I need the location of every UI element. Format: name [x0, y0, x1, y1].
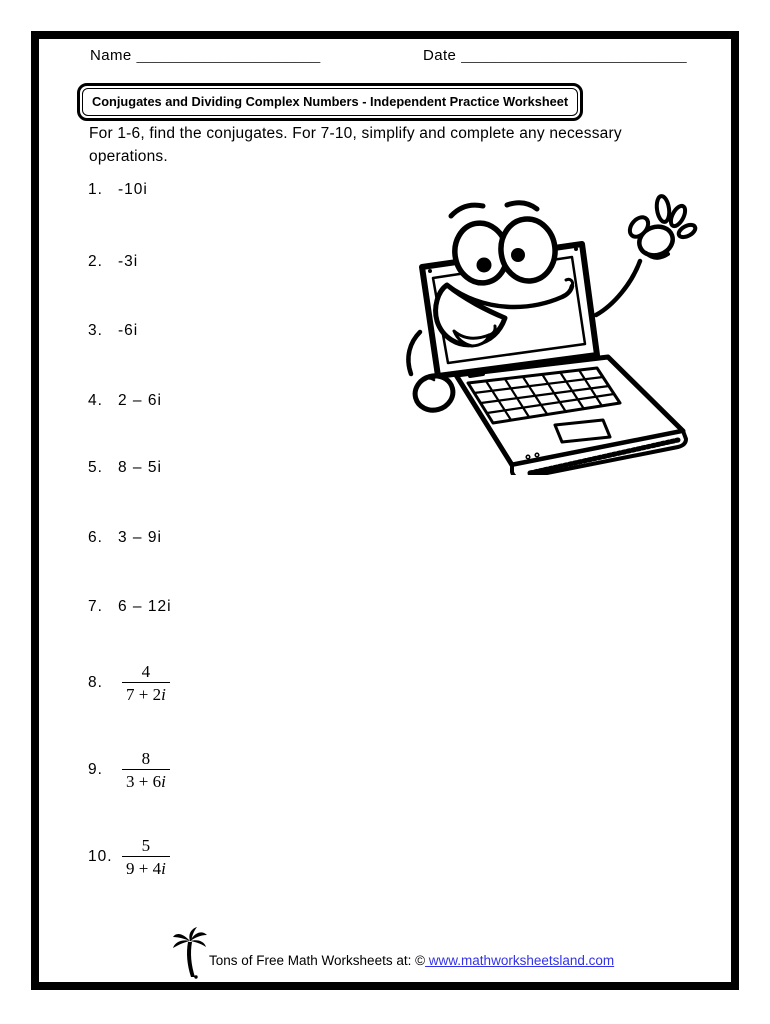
problem-number: 5. [88, 459, 103, 476]
page-title: Conjugates and Dividing Complex Numbers - Independent Practice Worksheet [92, 94, 569, 109]
problem-expression: 8 – 5i [118, 459, 162, 476]
date-blank-line: ___________________________ [461, 47, 687, 64]
denominator-text: 3 + 6 [126, 772, 162, 792]
problem-number: 1. [88, 181, 103, 198]
problem-expression: -6i [118, 322, 139, 339]
problem-expression: -10i [118, 181, 148, 198]
name-label: Name [90, 47, 132, 64]
worksheet-title-inner-border [82, 88, 578, 116]
worksheet-title-box [77, 83, 583, 121]
problem-3 [88, 322, 138, 340]
fraction [122, 662, 170, 704]
fraction [122, 836, 170, 878]
fraction-denominator [122, 770, 170, 791]
denominator-variable: i [161, 772, 166, 792]
footer-text: Tons of Free Math Worksheets at: © [209, 953, 426, 968]
date-label: Date [423, 47, 457, 64]
problem-expression: -3i [118, 253, 139, 270]
date-field [423, 47, 687, 64]
denominator-variable: i [161, 685, 166, 705]
problem-8 [88, 662, 170, 704]
problem-number: 4. [88, 392, 103, 409]
problem-9 [88, 749, 170, 791]
instructions-text: For 1-6, find the conjugates. For 7-10, simplify and complete any necessary operations. [89, 125, 622, 165]
fraction-denominator [122, 683, 170, 704]
denominator-text: 9 + 4 [126, 859, 162, 879]
problem-number: 9. [88, 761, 103, 779]
problem-expression: 6 – 12i [118, 598, 172, 615]
problem-number: 2. [88, 253, 103, 270]
problem-2 [88, 253, 138, 271]
problem-7 [88, 598, 172, 616]
problem-number: 6. [88, 529, 103, 546]
laptop-cartoon-image [390, 185, 720, 475]
problem-4 [88, 392, 162, 410]
fraction [122, 749, 170, 791]
palm-tree-icon [172, 927, 208, 979]
problem-1 [88, 181, 148, 199]
fraction-numerator: 8 [141, 749, 151, 768]
problem-10 [88, 836, 170, 878]
problem-number: 10. [88, 848, 113, 866]
denominator-variable: i [161, 859, 166, 879]
problem-number: 7. [88, 598, 103, 615]
problem-number: 8. [88, 674, 103, 692]
denominator-text: 7 + 2 [126, 685, 162, 705]
footer-link[interactable]: www.mathworksheetsland.com [425, 953, 615, 968]
name-blank-line: ______________________ [136, 47, 321, 64]
problem-expression: 2 – 6i [118, 392, 162, 409]
footer [209, 953, 614, 968]
name-field [90, 47, 320, 64]
fraction-numerator: 4 [141, 662, 151, 681]
fraction-numerator: 5 [141, 836, 151, 855]
problem-5 [88, 459, 162, 477]
problem-expression: 3 – 9i [118, 529, 162, 546]
fraction-denominator [122, 857, 170, 878]
problem-number: 3. [88, 322, 103, 339]
problem-6 [88, 529, 162, 547]
